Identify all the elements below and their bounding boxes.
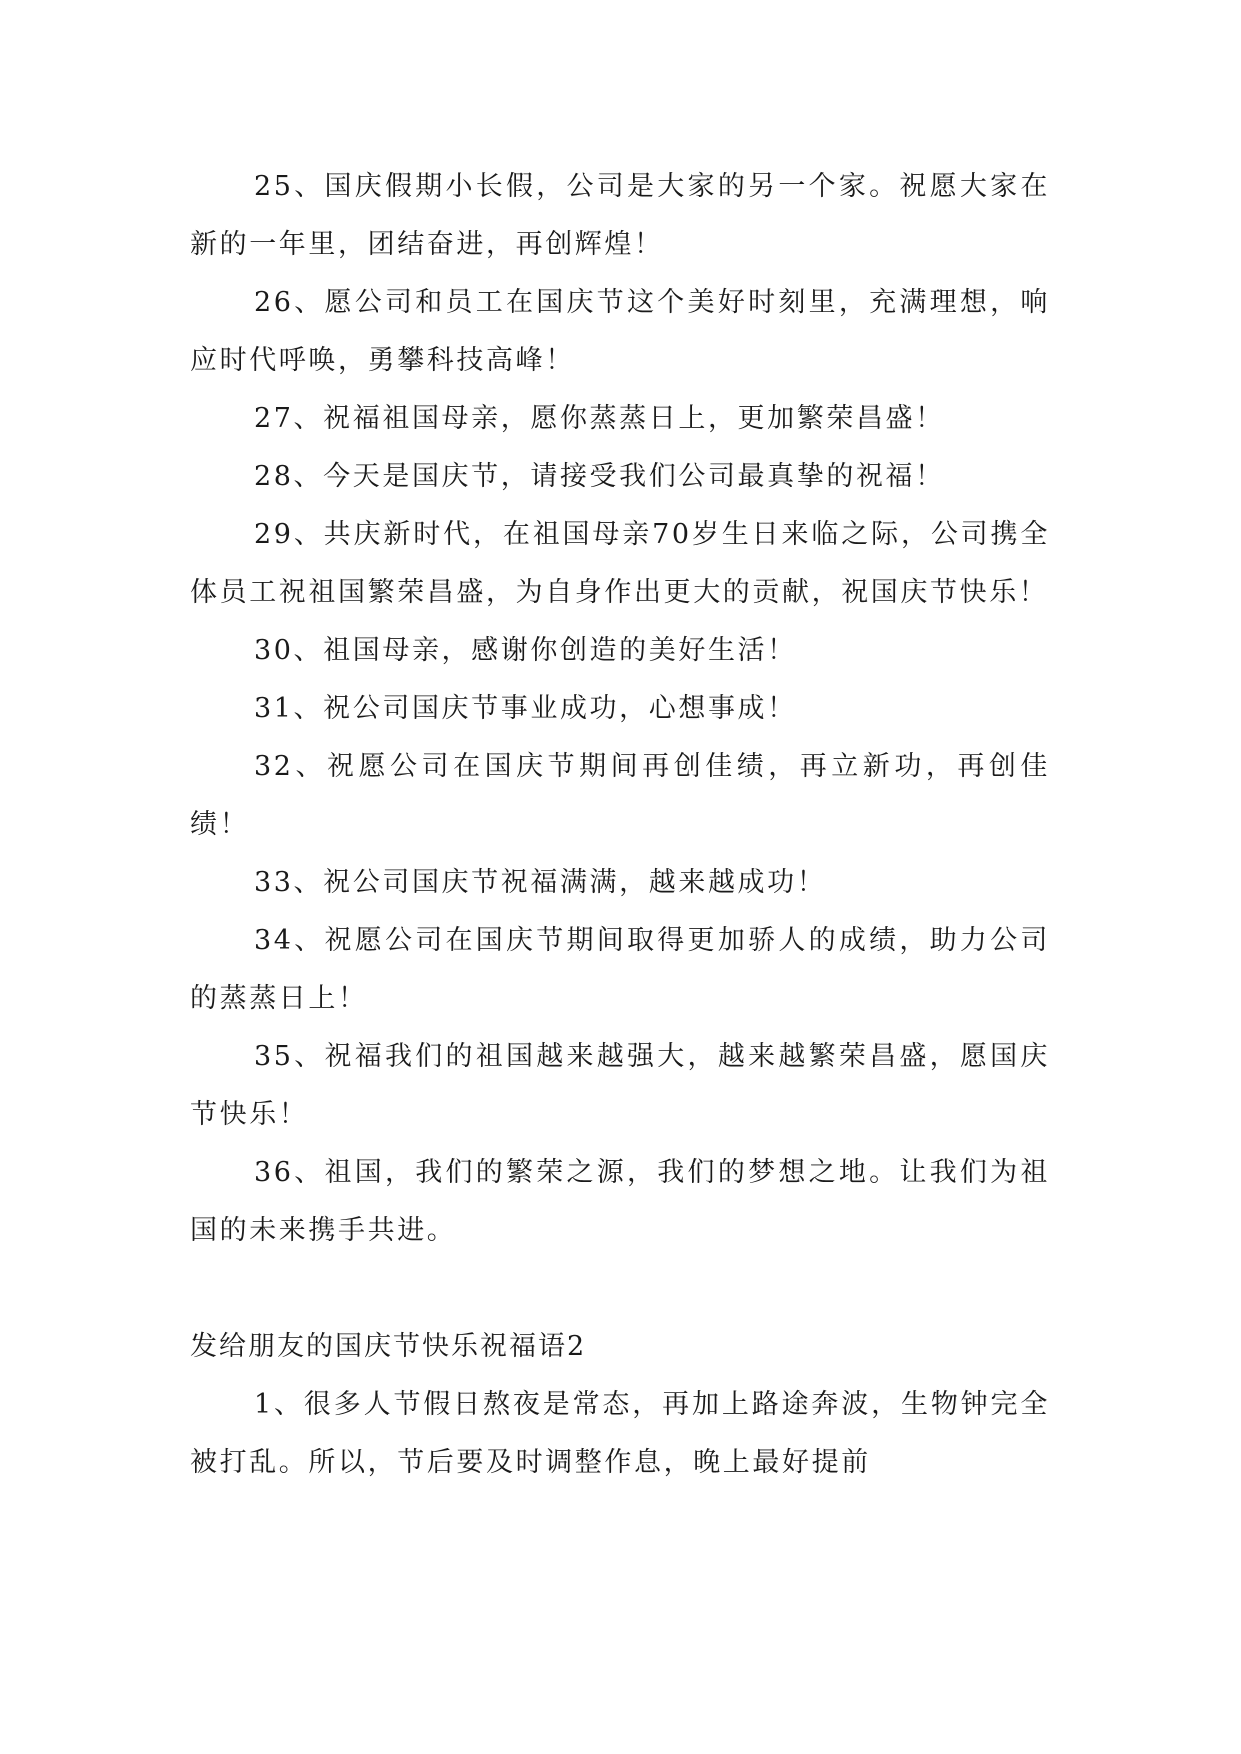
paragraph-32: 32、祝愿公司在国庆节期间再创佳绩，再立新功，再创佳绩！ xyxy=(190,751,1050,840)
paragraph-31: 31、祝公司国庆节事业成功，心想事成！ xyxy=(254,693,797,724)
paragraph-33: 33、祝公司国庆节祝福满满，越来越成功！ xyxy=(254,867,827,898)
paragraph-29: 29、共庆新时代，在祖国母亲70岁生日来临之际，公司携全体员工祝祖国繁荣昌盛，为自身作出更大的贡献，祝国庆节快乐！ xyxy=(190,519,1050,608)
paragraph-25: 25、国庆假期小长假，公司是大家的另一个家。祝愿大家在新的一年里，团结奋进，再创辉煌！ xyxy=(190,171,1050,260)
paragraph-26: 26、愿公司和员工在国庆节这个美好时刻里，充满理想，响应时代呼唤，勇攀科技高峰！ xyxy=(190,287,1050,376)
paragraph-27: 27、祝福祖国母亲，愿你蒸蒸日上，更加繁荣昌盛！ xyxy=(254,403,945,434)
document-page xyxy=(190,158,1050,1492)
paragraph-34: 34、祝愿公司在国庆节期间取得更加骄人的成绩，助力公司的蒸蒸日上！ xyxy=(190,925,1050,1014)
paragraph-36: 36、祖国，我们的繁荣之源，我们的梦想之地。让我们为祖国的未来携手共进。 xyxy=(190,1157,1050,1246)
paragraph-1: 1、很多人节假日熬夜是常态，再加上路途奔波，生物钟完全被打乱。所以，节后要及时调整作息，晚上最好提前 xyxy=(190,1389,1050,1478)
section-spacer xyxy=(190,1260,1050,1318)
section-heading: 发给朋友的国庆节快乐祝福语2 xyxy=(190,1331,587,1362)
paragraph-28: 28、今天是国庆节，请接受我们公司最真挚的祝福！ xyxy=(254,461,945,492)
paragraph-35: 35、祝福我们的祖国越来越强大，越来越繁荣昌盛，愿国庆节快乐！ xyxy=(190,1041,1050,1130)
paragraph-30: 30、祖国母亲，感谢你创造的美好生活！ xyxy=(254,635,797,666)
